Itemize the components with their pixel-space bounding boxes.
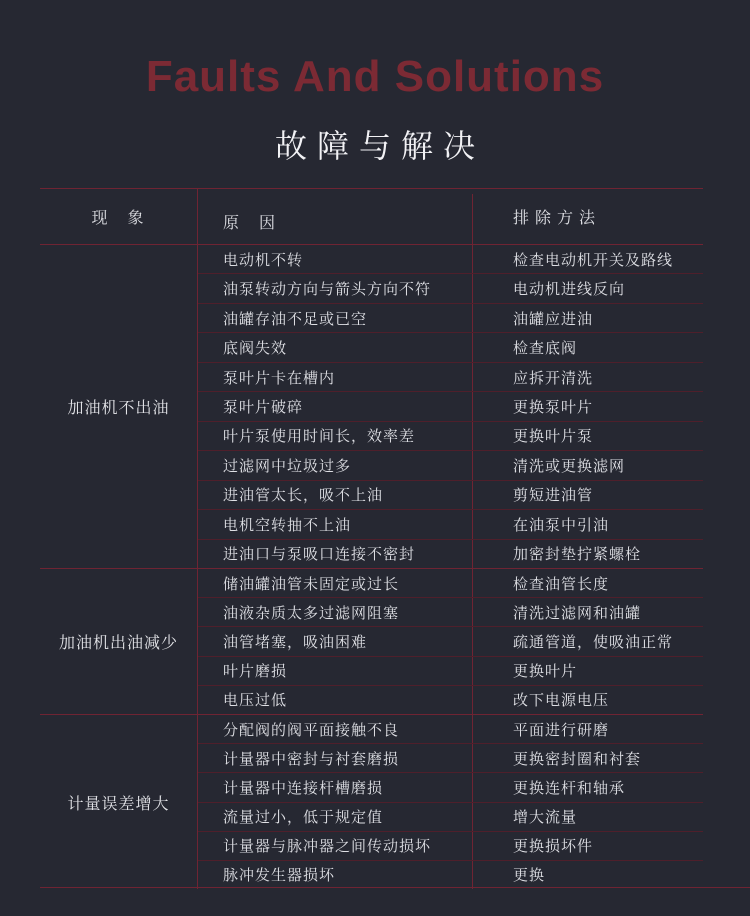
solution-cell: 在油泵中引油 — [513, 516, 610, 534]
table-row — [198, 540, 703, 568]
solution-cell: 应拆开清洗 — [513, 369, 594, 387]
table-row — [198, 715, 703, 744]
cause-cell: 油液杂质太多过滤网阻塞 — [198, 598, 473, 626]
cause-cell: 进油管太长，吸不上油 — [198, 481, 473, 509]
cause-cell: 油泵转动方向与箭头方向不符 — [198, 274, 473, 302]
solution-cell: 更换 — [513, 867, 546, 885]
table-row — [198, 832, 703, 861]
solution-cell: 检查油管长度 — [513, 575, 610, 593]
phenomenon-cell: 加油机不出油 — [40, 245, 198, 568]
cause-cell: 泵叶片破碎 — [198, 392, 473, 420]
phenomenon-cell: 加油机出油减少 — [40, 569, 198, 714]
fault-group-rows — [198, 715, 703, 889]
table-row — [198, 363, 703, 392]
cause-cell: 叶片磨损 — [198, 657, 473, 685]
column-header-cause: 原 因 — [198, 194, 473, 249]
solution-cell: 更换泵叶片 — [513, 398, 594, 416]
cause-cell: 计量器中连接杆槽磨损 — [198, 773, 473, 801]
fault-group-rows — [198, 245, 703, 568]
table-row — [198, 481, 703, 510]
table-row — [198, 304, 703, 333]
cause-cell: 进油口与泵吸口连接不密封 — [198, 540, 473, 568]
table-row — [198, 510, 703, 539]
solution-cell: 更换密封圈和衬套 — [513, 750, 642, 768]
column-header-solution: 排除方法 — [513, 210, 602, 227]
solution-cell: 电动机进线反向 — [513, 281, 626, 299]
cause-cell: 计量器与脉冲器之间传动损坏 — [198, 832, 473, 860]
cause-cell: 脉冲发生器损坏 — [198, 861, 473, 889]
page-title-en: Faults And Solutions — [145, 52, 605, 101]
table-row — [198, 392, 703, 421]
solution-cell: 更换连杆和轴承 — [513, 779, 626, 797]
solution-cell: 油罐应进油 — [513, 310, 594, 328]
table-row — [198, 773, 703, 802]
cause-cell: 分配阀的阀平面接触不良 — [198, 715, 473, 743]
table-row — [198, 803, 703, 832]
table-row — [198, 657, 703, 686]
fault-group-reduced-oil — [40, 569, 703, 715]
table-row — [198, 333, 703, 362]
table-bottom-line — [40, 887, 750, 888]
solution-cell: 剪短进油管 — [513, 487, 594, 505]
cause-cell: 油罐存油不足或已空 — [198, 304, 473, 332]
cause-cell: 流量过小，低于规定值 — [198, 803, 473, 831]
table-row — [198, 598, 703, 627]
table-row — [198, 744, 703, 773]
fault-group-rows — [198, 569, 703, 714]
table-header-row — [40, 189, 703, 245]
solution-cell: 更换叶片 — [513, 663, 578, 681]
solution-cell: 清洗或更换滤网 — [513, 457, 626, 475]
fault-group-metering-error — [40, 715, 703, 889]
solution-cell: 改下电源电压 — [513, 692, 610, 710]
cause-cell: 电机空转抽不上油 — [198, 510, 473, 538]
solution-cell: 清洗过滤网和油罐 — [513, 604, 642, 622]
cause-cell: 叶片泵使用时间长，效率差 — [198, 422, 473, 450]
solution-cell: 更换损坏件 — [513, 838, 594, 856]
cause-cell: 过滤网中垃圾过多 — [198, 451, 473, 479]
table-row — [198, 627, 703, 656]
solution-cell: 疏通管道，使吸油正常 — [513, 634, 674, 651]
table-row — [198, 569, 703, 598]
table-row — [198, 686, 703, 714]
solution-cell: 平面进行研磨 — [513, 721, 610, 739]
solution-cell: 加密封垫拧紧螺栓 — [513, 546, 642, 564]
column-header-phenomenon: 现 象 — [40, 189, 198, 244]
fault-group-no-oil — [40, 245, 703, 569]
page-title-zh: 故障与解决 — [274, 128, 485, 164]
cause-cell: 泵叶片卡在槽内 — [198, 363, 473, 391]
solution-cell: 检查电动机开关及路线 — [513, 251, 674, 269]
cause-cell: 底阀失效 — [198, 333, 473, 361]
table-row — [198, 451, 703, 480]
cause-cell: 计量器中密封与衬套磨损 — [198, 744, 473, 772]
faults-table — [40, 188, 703, 889]
table-row — [198, 861, 703, 889]
cause-cell: 油管堵塞，吸油困难 — [198, 627, 473, 655]
solution-cell: 更换叶片泵 — [513, 428, 594, 446]
phenomenon-cell: 计量误差增大 — [40, 715, 198, 889]
cause-cell: 电压过低 — [198, 686, 473, 714]
table-row — [198, 274, 703, 303]
solution-cell: 增大流量 — [513, 809, 578, 827]
cause-cell: 储油罐油管未固定或过长 — [198, 569, 473, 597]
cause-cell: 电动机不转 — [198, 245, 473, 273]
table-row — [198, 245, 703, 274]
solution-cell: 检查底阀 — [513, 340, 578, 358]
table-row — [198, 422, 703, 451]
